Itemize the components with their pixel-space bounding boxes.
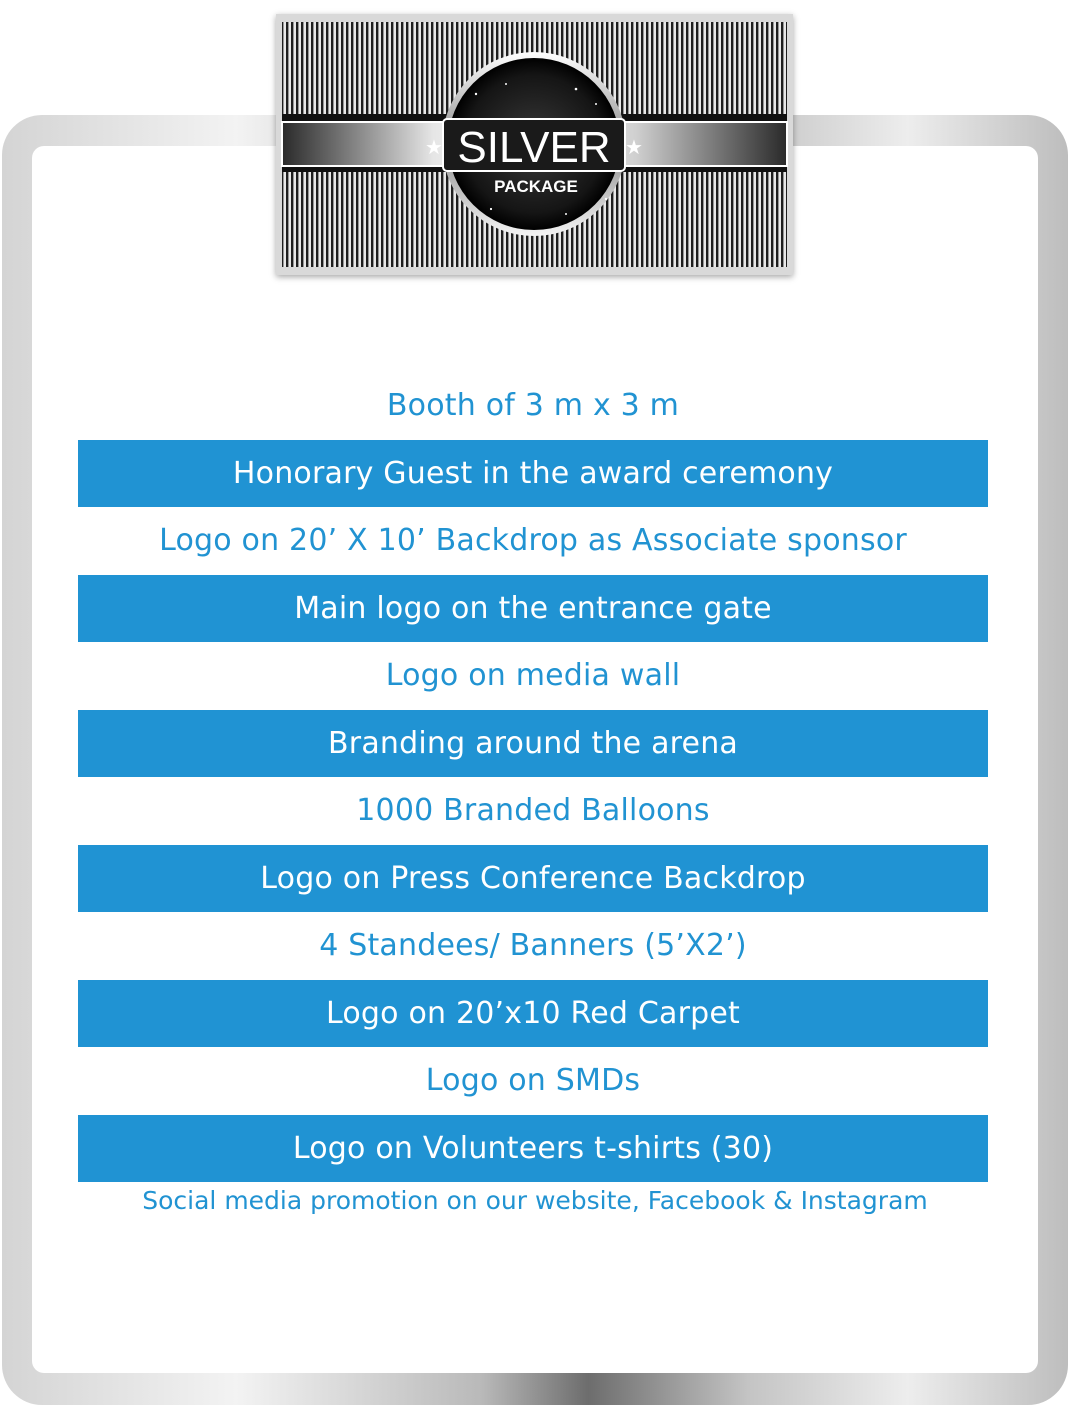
feature-list <box>78 372 988 1182</box>
feature-item: 1000 Branded Balloons <box>356 793 710 828</box>
svg-text:★: ★ <box>625 135 643 159</box>
silver-package-badge <box>276 14 793 275</box>
feature-item: Logo on media wall <box>385 658 681 693</box>
feature-item: 4 Standees/ Banners (5’X2’) <box>319 928 747 963</box>
feature-item: Logo on 20’ X 10’ Backdrop as Associate sponsor <box>159 523 907 558</box>
feature-item: Logo on Press Conference Backdrop <box>78 845 988 913</box>
feature-item: Honorary Guest in the award ceremony <box>78 440 988 508</box>
social-media-note: Social media promotion on our website, Facebook & Instagram <box>142 1186 928 1215</box>
feature-item: Logo on Volunteers t-shirts (30) <box>78 1115 988 1183</box>
badge-subtitle: PACKAGE <box>494 177 578 196</box>
feature-item: Branding around the arena <box>78 710 988 778</box>
svg-text:★: ★ <box>425 135 443 159</box>
badge-title: SILVER <box>457 123 611 172</box>
feature-item: Logo on 20’x10 Red Carpet <box>78 980 988 1048</box>
feature-item: Logo on SMDs <box>425 1063 641 1098</box>
feature-item: Booth of 3 m x 3 m <box>386 388 680 423</box>
feature-item: Main logo on the entrance gate <box>78 575 988 643</box>
